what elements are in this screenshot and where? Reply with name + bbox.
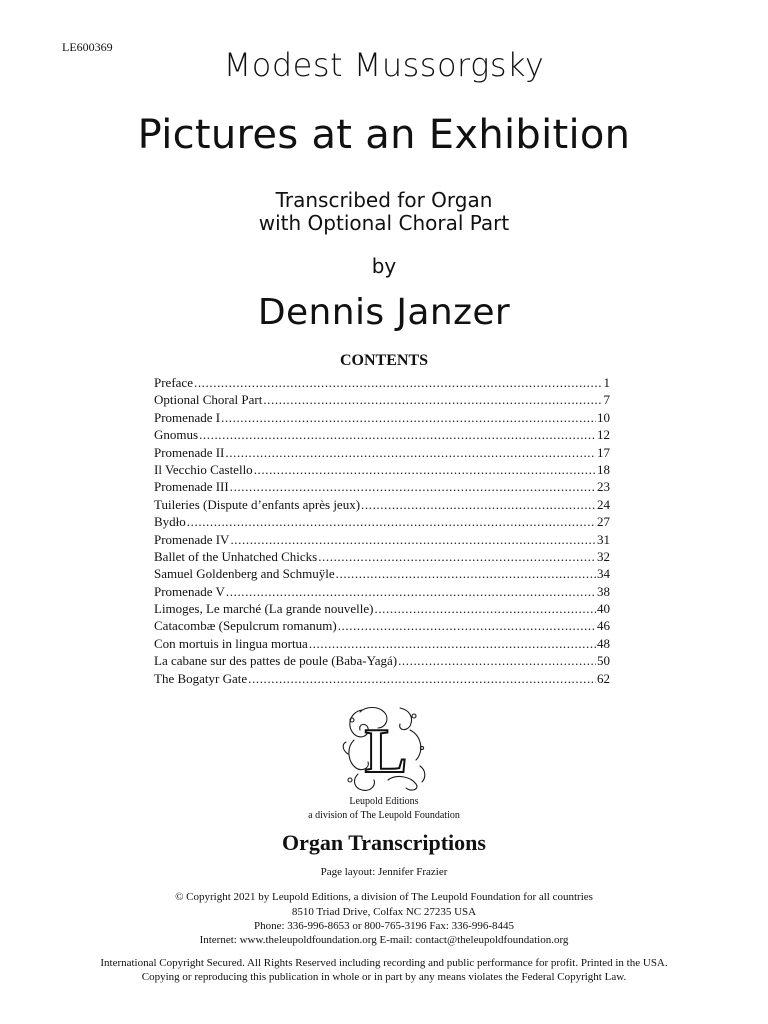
toc-row bbox=[154, 531, 610, 548]
toc-entry-title: Il Vecchio Castello bbox=[154, 461, 253, 477]
toc-leader-dots bbox=[230, 531, 596, 548]
work-title: Pictures at an Exhibition bbox=[137, 112, 631, 158]
toc-entry-title: Optional Choral Part bbox=[154, 392, 263, 408]
toc-row bbox=[154, 461, 610, 478]
toc-page-number: 31 bbox=[597, 531, 610, 547]
toc-row bbox=[154, 444, 610, 461]
toc-leader-dots bbox=[226, 583, 596, 600]
toc-page-number: 10 bbox=[597, 409, 610, 425]
toc-page-number: 32 bbox=[597, 548, 610, 564]
toc-leader-dots bbox=[199, 426, 596, 443]
toc-row bbox=[154, 670, 610, 687]
subtitle-line-2: with Optional Choral Part bbox=[258, 211, 510, 235]
toc-leader-dots bbox=[336, 565, 596, 582]
page-layout-credit: Page layout: Jennifer Frazier bbox=[320, 866, 448, 878]
toc-page-number: 46 bbox=[597, 618, 610, 634]
toc-row bbox=[154, 409, 610, 426]
catalog-number: LE600369 bbox=[62, 40, 113, 54]
legal-notice-line-2: Copying or reproducing this publication in whole or in part by any means violates the Federal Copyright Law. bbox=[141, 971, 627, 983]
toc-row bbox=[154, 652, 610, 669]
toc-page-number: 27 bbox=[597, 514, 610, 530]
by-label: by bbox=[371, 254, 397, 278]
toc-page-number: 12 bbox=[597, 427, 610, 443]
toc-leader-dots bbox=[374, 600, 596, 617]
toc-leader-dots bbox=[187, 513, 596, 530]
toc-leader-dots bbox=[248, 670, 596, 687]
contents-heading: CONTENTS bbox=[339, 352, 429, 369]
subtitle-line-1: Transcribed for Organ bbox=[275, 188, 493, 212]
toc-row bbox=[154, 513, 610, 530]
publisher-name: Leupold Editions bbox=[349, 796, 419, 807]
toc-row bbox=[154, 600, 610, 617]
toc-entry-title: Promenade II bbox=[154, 444, 225, 460]
toc-entry-title: Samuel Goldenberg and Schmuÿle bbox=[154, 566, 335, 582]
toc-entry-title: Promenade IV bbox=[154, 531, 230, 547]
toc-row bbox=[154, 565, 610, 582]
toc-entry-title: Tuileries (Dispute d’enfants après jeux) bbox=[154, 496, 361, 512]
address-line: 8510 Triad Drive, Colfax NC 27235 USA bbox=[291, 906, 477, 918]
toc-entry-title: Promenade V bbox=[154, 583, 225, 599]
toc-leader-dots bbox=[221, 409, 596, 426]
toc-row bbox=[154, 496, 610, 513]
toc-leader-dots bbox=[398, 652, 596, 669]
toc-page-number: 24 bbox=[597, 496, 610, 512]
toc-leader-dots bbox=[230, 478, 596, 495]
toc-page-number: 48 bbox=[597, 635, 610, 651]
toc-leader-dots bbox=[194, 374, 601, 391]
logo-letter: L bbox=[364, 715, 408, 786]
toc-entry-title: Promenade I bbox=[154, 409, 221, 425]
toc-leader-dots bbox=[338, 617, 596, 634]
toc-entry-title: The Bogatyr Gate bbox=[154, 670, 248, 686]
toc-row bbox=[154, 548, 610, 565]
toc-entry-title: Bydło bbox=[154, 514, 186, 530]
table-of-contents bbox=[154, 374, 610, 687]
toc-entry-title: Ballet of the Unhatched Chicks bbox=[154, 548, 318, 564]
toc-entry-title: Promenade III bbox=[154, 479, 229, 495]
toc-entry-title: Preface bbox=[154, 375, 193, 390]
toc-entry-title: Con mortuis in lingua mortua bbox=[154, 635, 308, 651]
publisher-division: a division of The Leupold Foundation bbox=[308, 810, 460, 821]
toc-page-number: 7 bbox=[603, 392, 610, 408]
toc-entry-title: Limoges, Le marché (La grande nouvelle) bbox=[154, 601, 374, 617]
toc-leader-dots bbox=[318, 548, 596, 565]
phone-fax-line: Phone: 336-996-8653 or 800-765-3196 Fax: 336-996-8445 bbox=[253, 920, 514, 932]
arranger-name: Dennis Janzer bbox=[257, 292, 511, 333]
toc-page-number: 18 bbox=[597, 461, 610, 477]
toc-page-number: 23 bbox=[597, 479, 610, 495]
toc-row bbox=[154, 617, 610, 634]
toc-leader-dots bbox=[225, 444, 596, 461]
composer-name: Modest Mussorgsky bbox=[223, 46, 545, 84]
toc-leader-dots bbox=[254, 461, 596, 478]
toc-page-number: 17 bbox=[597, 444, 610, 460]
toc-row bbox=[154, 478, 610, 495]
toc-page-number: 62 bbox=[597, 670, 610, 686]
toc-page-number: 38 bbox=[597, 583, 610, 599]
toc-page-number: 1 bbox=[603, 375, 610, 390]
toc-leader-dots bbox=[361, 496, 596, 513]
legal-notice-line-1: International Copyright Secured. All Rights Reserved including recording and public performance for profit. Printed in the USA. bbox=[100, 957, 668, 969]
toc-leader-dots bbox=[309, 635, 596, 652]
toc-row bbox=[154, 391, 610, 408]
internet-email-line: Internet: www.theleupoldfoundation.org E-mail: contact@theleupoldfoundation.org bbox=[199, 934, 569, 946]
toc-page-number: 50 bbox=[597, 653, 610, 669]
copyright-line: © Copyright 2021 by Leupold Editions, a division of The Leupold Foundation for all countries bbox=[175, 891, 593, 903]
toc-entry-title: Catacombæ (Sepulcrum romanum) bbox=[154, 618, 337, 634]
toc-row bbox=[154, 426, 610, 443]
toc-row bbox=[154, 635, 610, 652]
toc-page-number: 40 bbox=[597, 601, 610, 617]
toc-entry-title: La cabane sur des pattes de poule (Baba-Yagá) bbox=[154, 653, 398, 669]
toc-page-number: 34 bbox=[597, 566, 610, 582]
series-title: Organ Transcriptions bbox=[282, 830, 486, 855]
toc-leader-dots bbox=[263, 391, 601, 408]
toc-entry-title: Gnomus bbox=[154, 427, 199, 443]
toc-row bbox=[154, 374, 610, 391]
toc-row bbox=[154, 583, 610, 600]
leupold-editions-monogram-icon bbox=[340, 700, 430, 792]
